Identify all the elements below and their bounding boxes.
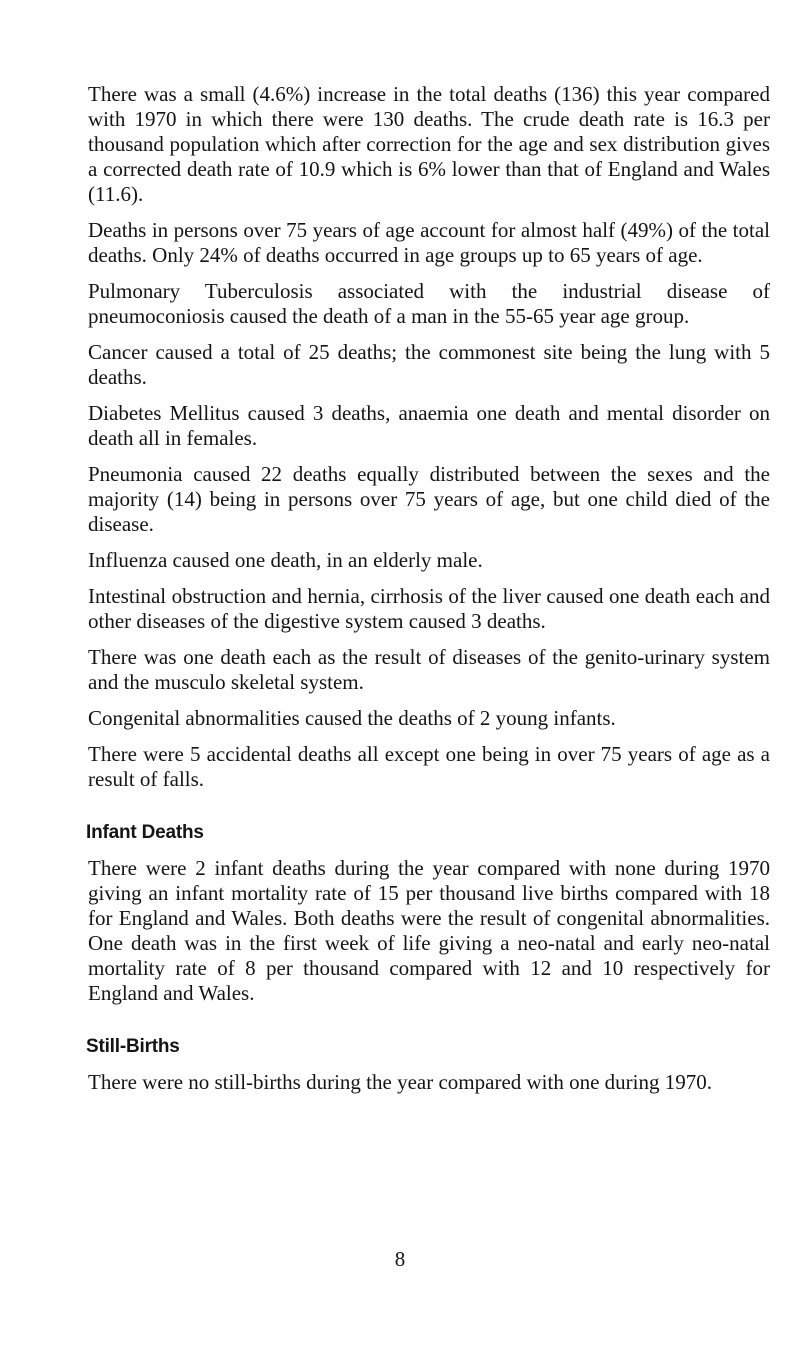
- paragraph-still-births: There were no still-births during the year compared with one during 1970.: [88, 1070, 712, 1094]
- heading-infant-deaths: Infant Deaths: [86, 822, 204, 843]
- paragraph-influenza: Influenza caused one death, in an elderly male.: [88, 548, 483, 572]
- page-number: 8: [394, 1247, 406, 1271]
- paragraph-infant-deaths: There were 2 infant deaths during the year compared with none during 1970 giving an infant mortality rate of 15 per thousand live births compared with 18 for England and Wales. Both deaths were the result of congenital abnormalities. One death was in the first week of life giving a neo-natal and early neo-natal mortality rate of 8 per thousand compared with 12 and 10 respectively for England and Wales.: [88, 856, 770, 1005]
- paragraph-intestinal: Intestinal obstruction and hernia, cirrhosis of the liver caused one death each and other diseases of the digestive system caused 3 deaths.: [88, 584, 770, 633]
- paragraph-tuberculosis: Pulmonary Tuberculosis associated with the industrial disease of pneumoconiosis caused the death of a man in the 55-65 year age group.: [88, 279, 770, 328]
- paragraph-diabetes: Diabetes Mellitus caused 3 deaths, anaemia one death and mental disorder on death all in females.: [88, 401, 770, 450]
- paragraph-genito-urinary: There was one death each as the result of diseases of the genito-urinary system and the musculo skeletal system.: [88, 645, 770, 694]
- paragraph-cancer: Cancer caused a total of 25 deaths; the commonest site being the lung with 5 deaths.: [88, 340, 770, 389]
- document-body: [88, 82, 770, 1106]
- paragraph-congenital: Congenital abnormalities caused the deaths of 2 young infants.: [88, 706, 616, 730]
- heading-still-births: Still-Births: [86, 1036, 180, 1057]
- paragraph-deaths-over-75: Deaths in persons over 75 years of age account for almost half (49%) of the total deaths. Only 24% of deaths occurred in age groups up to 65 years of age.: [88, 218, 770, 267]
- paragraph-pneumonia: Pneumonia caused 22 deaths equally distributed between the sexes and the majority (14) being in persons over 75 years of age, but one child died of the disease.: [88, 462, 770, 536]
- paragraph-total-deaths: There was a small (4.6%) increase in the total deaths (136) this year compared with 1970 in which there were 130 deaths. The crude death rate is 16.3 per thousand population which after correction for the age and sex distribution gives a corrected death rate of 10.9 which is 6% lower than that of England and Wales (11.6).: [88, 82, 770, 206]
- paragraph-accidental: There were 5 accidental deaths all except one being in over 75 years of age as a result of falls.: [88, 742, 770, 791]
